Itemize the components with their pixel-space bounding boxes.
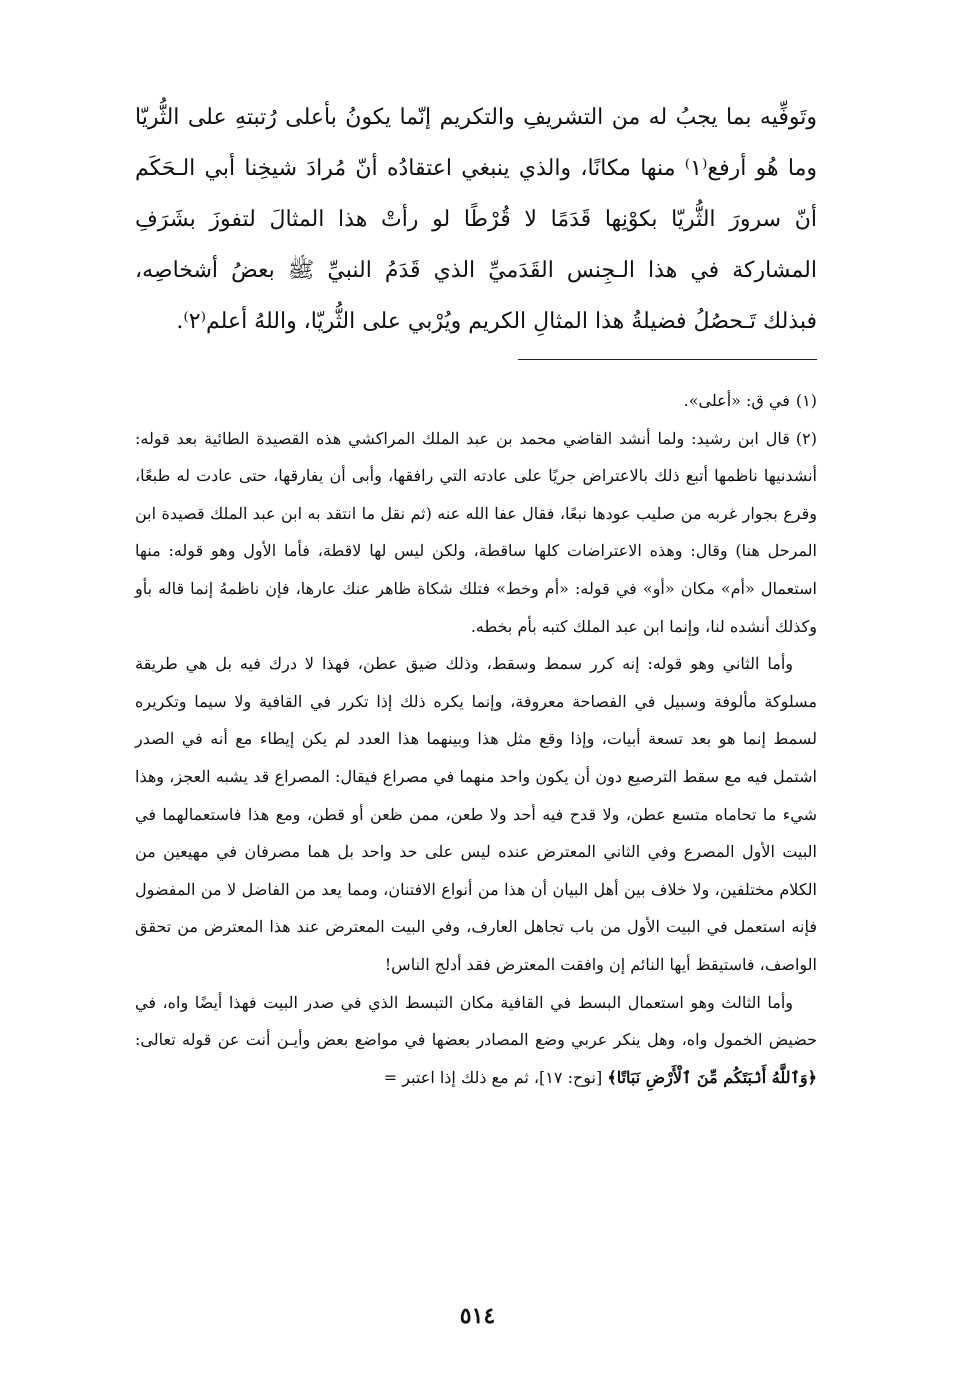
main-text-block [135, 92, 817, 347]
footnote-1-text: في ق: «أعلى». [683, 391, 790, 410]
footnote-2 [135, 420, 817, 646]
footnotes-block [135, 382, 817, 1096]
main-paragraph: وتَوفِّيه بما يجبُ له من التشريفِ والتكريم إنّما يكونُ بأعلى رُتبتهِ على الثُّريّا وما هُو أرفع⁽١⁾ منها مكانًا، والذي ينبغي اعتقادُه أنّ مُرادَ شيخِنا أبي الـحَكَم أنّ سرورَ الثُّريّا بكوْنِها قَدَمًا لا قُرْطًا لو رأتْ هذا المثالَ لتفوزَ بشَرَفِ المشاركة في هذا الـجِنس القَدَميِّ الذي قَدَمُ النبيِّ ﷺ بعضُ أشخاصِه، فبذلك تَـحصُلُ فضيلةُ هذا المثالِ الكريم ويُرْبي على الثُّريّا، واللهُ أعلم⁽٢⁾. [135, 105, 818, 334]
quran-verse: ﴿وَٱللَّهُ أَنۢبَتَكُم مِّنَ ٱلْأَرْضِ نَبَاتًا﴾ [607, 1067, 817, 1087]
footnote-2-paragraph-2: وأما الثاني وهو قوله: إنه كرر سمط وسقط، وذلك ضيق عطن، فهذا لا درك فيه بل هي طريقة مسلوكة مألوفة وسبيل في الفصاحة معروفة، وإنما يكره ذلك إذا تكرر في القافية ولا سيما وتكريره لسمط إنما هو بعد تسعة أبيات، وإذا وقع مثل هذا وبينهما هذا العدد لم يكن إيطاء مع أنه في الصدر اشتمل فيه مع سقط الترصيع دون أن يكون واحد منهما في مصراع فيقال: المصراع قد يشبه العجز، وهذا شيء ما تحاماه متسع عطن، ولا قدح فيه أحد ولا طعن، ممن ظعن أو قطن، ومع هذا فاستعمالهما في البيت الأول المصرع وفي الثاني المعترض عنده ليس على حد واحد بل هما مصرفان في مهيعين من الكلام مختلفين، ولا خلاف بين أهل البيان أن هذا من أنواع الافتنان، ومما يعد من الفاضل لا من المفضول فإنه استعمل في البيت الأول من باب تجاهل العارف، وفي البيت المعترض عند هذا المعترض من تحقق الواصف، فاستيقظ أيها النائم إن وافقت المعترض فقد أدلج الناس! [135, 654, 818, 974]
footnote-1 [135, 382, 817, 420]
page-number: ٥١٤ [459, 1303, 496, 1329]
footnote-2-paragraph-3 [135, 984, 817, 1097]
footnote-2-paragraph-3-text: وأما الثالث وهو استعمال البسط في القافية مكان التبسط الذي في صدر البيت فهذا أيضًا واه، في حضيض الخمول واه، وهل ينكر عربي وضع المصادر بعضها في مواضع بعض وأيـن أنت عن قوله تعالى: [135, 992, 817, 1050]
footnote-1-number: (١) [795, 391, 817, 410]
footnote-2-number: (٢) [795, 428, 817, 448]
footnote-2-text: قال ابن رشيد: ولما أنشد القاضي محمد بن عبد الملك المراكشي هذه القصيدة الطائية بعد قوله: أنشدنيها ناظمها أتبع ذلك بالاعتراض جريًا على عادته التي رافقها، وأبى أن يفارقها، حتى عادت له طبعًا، وقرع بجوار غربه من صليب عودها نبعًا، فقال عفا الله عنه (ثم نقل ما انتقد به ابن عبد الملك قصيدة ابن المرحل هنا) وقال: وهذه الاعتراضات كلها ساقطة، ولكن ليس لها لاقطة، فأما الأول وهو قوله: منها استعمال «أم» مكان «أو» في قوله: «أم وخط» فتلك شكاة ظاهر عنك عارها، فإن ناظمهُ إنما قاله بأو وكذلك أنشده لنا، وإنما ابن عبد الملك كتبه بأم بخطه. [135, 428, 817, 636]
footnote-separator-line [518, 359, 817, 360]
quran-verse-reference: [نوح: ١٧]، ثم مع ذلك إذا اعتبر = [383, 1067, 608, 1087]
